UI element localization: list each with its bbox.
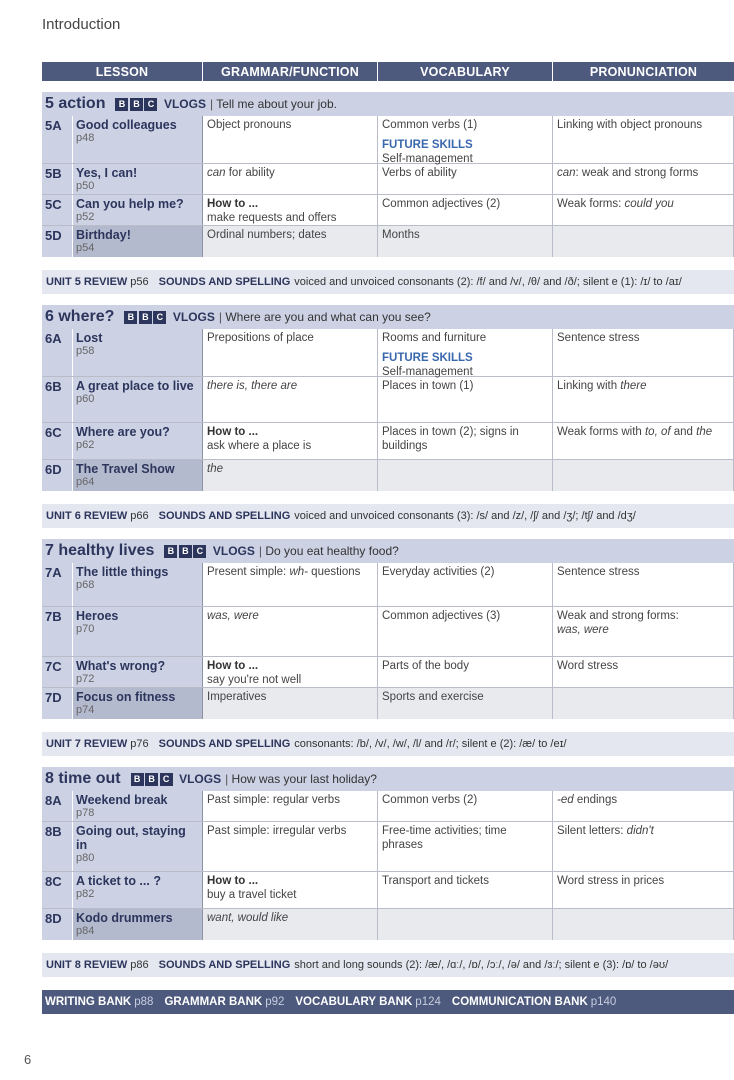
bbc-logo-letter: B	[145, 773, 158, 786]
vocabulary-cell	[378, 822, 553, 871]
pronunciation-cell	[553, 329, 734, 376]
sounds-spelling-label: SOUNDS AND SPELLING	[158, 959, 291, 971]
grammar-cell	[203, 195, 378, 225]
grammar-cell	[203, 423, 378, 459]
vocabulary-cell	[378, 226, 553, 257]
sounds-spelling-text: consonants: /b/, /v/, /w/, /l/ and /r/; silent e (2): /æ/ to /eɪ/	[294, 738, 567, 750]
unit-title: 8 time out	[45, 770, 121, 787]
vocabulary-text: Sports and exercise	[382, 691, 484, 703]
header-pronunciation: PRONUNCIATION	[589, 64, 698, 79]
grammar-cell	[203, 226, 378, 257]
grammar-text: make requests and offers	[207, 212, 337, 224]
header-vocabulary: VOCABULARY	[378, 62, 553, 81]
bbc-logo-letter: B	[139, 311, 152, 324]
sounds-spelling-text: short and long sounds (2): /æ/, /ɑː/, /ɒ/, /ɔː/, /ə/ and /ɜː/; silent e (3): /ɒ/ to /əʊ/	[294, 959, 669, 971]
bbc-logo-letter: C	[193, 545, 206, 558]
lesson-cell	[73, 195, 203, 225]
bbc-logo-letter: B	[131, 773, 144, 786]
vocabulary-text: Places in town (2); signs in buildings	[382, 426, 519, 452]
grammar-italic: wh-	[289, 566, 308, 578]
grammar-cell	[203, 460, 378, 491]
grammar-text: for ability	[225, 167, 275, 179]
pronunciation-cell	[553, 607, 734, 656]
unit-header	[42, 539, 734, 563]
grammar-cell	[203, 377, 378, 422]
bbc-logo-letter: C	[160, 773, 173, 786]
lesson-code: 8C	[42, 872, 73, 908]
grammar-cell	[203, 909, 378, 940]
grammar-italic: the	[207, 463, 223, 475]
grammar-text: Past simple: regular verbs	[207, 794, 340, 806]
pronunciation-cell	[553, 116, 734, 163]
review-label: UNIT 8 REVIEW	[46, 959, 128, 971]
pronunciation-italic: the	[696, 426, 713, 438]
unit-title: 5 action	[45, 95, 106, 112]
sounds-spelling-label: SOUNDS AND SPELLING	[158, 276, 291, 288]
lesson-page: p50	[76, 180, 95, 192]
sounds-spelling-text: voiced and unvoiced consonants (2): /f/ and /v/, /θ/ and /ð/; silent e (1): /ɪ/ to /aɪ/	[294, 276, 682, 288]
grammar-cell	[203, 822, 378, 871]
lesson-code: 6B	[42, 377, 73, 422]
bank-label: VOCABULARY BANK	[295, 996, 413, 1008]
lesson-title: The Travel Show	[76, 462, 175, 476]
lesson-row	[42, 423, 734, 460]
future-skills-label: FUTURE SKILLS	[382, 352, 473, 364]
lesson-title: Going out, staying in	[76, 824, 186, 852]
lesson-page: p54	[76, 242, 95, 254]
grammar-text: questions	[307, 566, 361, 578]
pronunciation-cell	[553, 460, 734, 491]
pronunciation-italic: didn't	[626, 825, 654, 837]
pronunciation-italic: to, of	[644, 426, 671, 438]
lesson-code: 5C	[42, 195, 73, 225]
pronunciation-cell	[553, 377, 734, 422]
vocabulary-cell	[378, 607, 553, 656]
pronunciation-italic: -ed	[557, 794, 574, 806]
vocabulary-text: Parts of the body	[382, 660, 469, 672]
unit-review-bar	[42, 504, 734, 528]
pronunciation-cell	[553, 164, 734, 194]
lesson-cell	[73, 822, 203, 871]
unit-review-bar	[42, 953, 734, 977]
bbc-logo-letter: B	[164, 545, 177, 558]
unit-review-bar	[42, 732, 734, 756]
lesson-row	[42, 195, 734, 226]
bank-page: p92	[265, 996, 285, 1008]
unit-header	[42, 92, 734, 116]
lesson-row	[42, 872, 734, 909]
grammar-cell	[203, 872, 378, 908]
contents-table	[42, 62, 734, 1014]
lesson-code: 7A	[42, 563, 73, 606]
vocabulary-text: Verbs of ability	[382, 167, 457, 179]
lesson-page: p64	[76, 476, 95, 488]
lesson-page: p82	[76, 888, 95, 900]
lesson-page: p84	[76, 925, 95, 937]
lesson-cell	[73, 909, 203, 940]
pronunciation-text: Word stress	[557, 660, 619, 672]
lesson-title: Birthday!	[76, 228, 131, 242]
lesson-row	[42, 607, 734, 657]
bbc-logo-letter: C	[153, 311, 166, 324]
vlogs-label: VLOGS	[163, 97, 206, 111]
pronunciation-text: Weak and strong forms:	[557, 610, 679, 622]
how-to-label: How to ...	[207, 660, 259, 672]
lesson-title: What's wrong?	[76, 659, 166, 673]
lesson-cell	[73, 460, 203, 491]
vocabulary-text: Months	[382, 229, 420, 241]
pronunciation-text: Sentence stress	[557, 332, 640, 344]
header-lesson: LESSON	[42, 62, 203, 81]
lesson-row	[42, 460, 734, 491]
lesson-page: p68	[76, 579, 95, 591]
pronunciation-italic: can	[557, 167, 576, 179]
grammar-text: Ordinal numbers; dates	[207, 229, 327, 241]
lesson-page: p78	[76, 807, 95, 819]
unit-review-bar	[42, 270, 734, 294]
bbc-logo-letter: B	[179, 545, 192, 558]
pronunciation-cell	[553, 195, 734, 225]
lesson-code: 5A	[42, 116, 73, 163]
banks-bar	[42, 990, 734, 1014]
vlogs-label: VLOGS	[212, 544, 255, 558]
bank-label: WRITING BANK	[45, 996, 132, 1008]
unit-title: 6 where?	[45, 308, 115, 325]
bbc-logo	[131, 773, 175, 786]
vocabulary-text: Rooms and furniture	[382, 332, 487, 344]
review-page: p56	[130, 276, 149, 288]
vocabulary-text: Everyday activities (2)	[382, 566, 495, 578]
vocabulary-text: Transport and tickets	[382, 875, 489, 887]
grammar-italic: was, were	[207, 610, 259, 622]
pronunciation-italic: was, were	[557, 624, 609, 636]
lesson-cell	[73, 226, 203, 257]
vocabulary-cell	[378, 460, 553, 491]
grammar-cell	[203, 688, 378, 719]
sounds-spelling-text: voiced and unvoiced consonants (3): /s/ and /z/, /ʃ/ and /ʒ/; /tʃ/ and /dʒ/	[294, 510, 636, 522]
bbc-logo	[124, 311, 168, 324]
bank-page: p124	[415, 996, 441, 1008]
lesson-cell	[73, 329, 203, 376]
lesson-page: p72	[76, 673, 95, 685]
vocabulary-cell	[378, 423, 553, 459]
vocabulary-cell	[378, 657, 553, 687]
pronunciation-text: Linking with	[557, 380, 621, 392]
vocabulary-cell	[378, 791, 553, 821]
review-page: p76	[130, 738, 149, 750]
future-skills-label: FUTURE SKILLS	[382, 139, 473, 151]
unit-title: 7 healthy lives	[45, 542, 155, 559]
lesson-row	[42, 563, 734, 607]
pronunciation-text: and	[670, 426, 697, 438]
grammar-text: Imperatives	[207, 691, 267, 703]
review-label: UNIT 7 REVIEW	[46, 738, 128, 750]
vocabulary-cell	[378, 164, 553, 194]
lesson-title: Can you help me?	[76, 197, 184, 211]
grammar-italic: can	[207, 167, 226, 179]
lesson-code: 5B	[42, 164, 73, 194]
lesson-cell	[73, 377, 203, 422]
lesson-title: A great place to live	[76, 379, 194, 393]
pronunciation-cell	[553, 909, 734, 940]
vocabulary-cell	[378, 688, 553, 719]
lesson-title: Yes, I can!	[76, 166, 138, 180]
vocabulary-cell	[378, 909, 553, 940]
header-grammar: GRAMMAR/FUNCTION	[203, 62, 378, 81]
vocabulary-text: Common adjectives (3)	[382, 610, 501, 622]
lesson-row	[42, 657, 734, 688]
lesson-title: Kodo drummers	[76, 911, 173, 925]
pronunciation-text: Weak forms:	[557, 198, 625, 210]
bbc-logo-letter: B	[124, 311, 137, 324]
grammar-cell	[203, 791, 378, 821]
lesson-page: p58	[76, 345, 95, 357]
sounds-spelling-label: SOUNDS AND SPELLING	[158, 510, 291, 522]
grammar-cell	[203, 657, 378, 687]
lesson-code: 7B	[42, 607, 73, 656]
vlogs-label: VLOGS	[172, 310, 215, 324]
bbc-logo-letter: B	[130, 98, 143, 111]
bbc-logo-letter: B	[115, 98, 128, 111]
pronunciation-cell	[553, 791, 734, 821]
vocabulary-cell	[378, 377, 553, 422]
pronunciation-italic: there	[620, 380, 647, 392]
grammar-text: say you're not well	[207, 674, 302, 686]
grammar-text: Object pronouns	[207, 119, 292, 131]
pronunciation-text: Linking with object pronouns	[557, 119, 703, 131]
vocabulary-text: Common adjectives (2)	[382, 198, 501, 210]
lesson-page: p80	[76, 852, 95, 864]
lesson-code: 7D	[42, 688, 73, 719]
bank-label: GRAMMAR BANK	[164, 996, 263, 1008]
pronunciation-text: : weak and strong forms	[575, 167, 699, 179]
page-number: 6	[24, 1052, 32, 1067]
lesson-row	[42, 791, 734, 822]
lesson-cell	[73, 657, 203, 687]
lesson-page: p62	[76, 439, 95, 451]
pronunciation-text: endings	[573, 794, 618, 806]
lesson-title: Lost	[76, 331, 103, 345]
pronunciation-cell	[553, 872, 734, 908]
lesson-row	[42, 822, 734, 872]
bank-label: COMMUNICATION BANK	[451, 996, 588, 1008]
bbc-logo-letter: C	[144, 98, 157, 111]
pronunciation-cell	[553, 226, 734, 257]
review-label: UNIT 6 REVIEW	[46, 510, 128, 522]
bbc-logo	[115, 98, 159, 111]
vlogs-question: | How was your last holiday?	[225, 772, 377, 786]
vocabulary-cell	[378, 116, 553, 163]
lesson-title: Heroes	[76, 609, 119, 623]
lesson-code: 7C	[42, 657, 73, 687]
pronunciation-italic: could you	[624, 198, 674, 210]
lesson-cell	[73, 116, 203, 163]
review-page: p86	[130, 959, 149, 971]
lesson-title: The little things	[76, 565, 169, 579]
lesson-row	[42, 688, 734, 719]
vocabulary-text: Common verbs (1)	[382, 119, 478, 131]
grammar-cell	[203, 329, 378, 376]
lesson-page: p52	[76, 211, 95, 223]
grammar-italic: there is, there are	[207, 380, 298, 392]
lesson-code: 8A	[42, 791, 73, 821]
vocabulary-text: Common verbs (2)	[382, 794, 478, 806]
lesson-cell	[73, 423, 203, 459]
lesson-title: A ticket to ... ?	[76, 874, 161, 888]
lesson-row	[42, 116, 734, 164]
page-title: Introduction	[42, 16, 121, 33]
unit-header	[42, 767, 734, 791]
pronunciation-cell	[553, 688, 734, 719]
pronunciation-cell	[553, 822, 734, 871]
lesson-title: Good colleagues	[76, 118, 177, 132]
pronunciation-cell	[553, 423, 734, 459]
pronunciation-cell	[553, 563, 734, 606]
grammar-cell	[203, 607, 378, 656]
lesson-code: 5D	[42, 226, 73, 257]
vocabulary-cell	[378, 563, 553, 606]
pronunciation-text: Word stress in prices	[557, 875, 665, 887]
vocabulary-cell	[378, 329, 553, 376]
pronunciation-text: Silent letters:	[557, 825, 627, 837]
grammar-text: buy a travel ticket	[207, 889, 297, 901]
vocabulary-cell	[378, 195, 553, 225]
lesson-code: 8D	[42, 909, 73, 940]
how-to-label: How to ...	[207, 875, 259, 887]
review-label: UNIT 5 REVIEW	[46, 276, 128, 288]
lesson-row	[42, 377, 734, 423]
grammar-text: Prepositions of place	[207, 332, 314, 344]
vlogs-question: | Tell me about your job.	[210, 97, 337, 111]
grammar-cell	[203, 563, 378, 606]
lesson-row	[42, 909, 734, 940]
grammar-cell	[203, 116, 378, 163]
review-page: p66	[130, 510, 149, 522]
grammar-text: ask where a place is	[207, 440, 312, 452]
lesson-cell	[73, 164, 203, 194]
vlogs-question: | Do you eat healthy food?	[259, 544, 399, 558]
vocabulary-text: Places in town (1)	[382, 380, 474, 392]
lesson-cell	[73, 607, 203, 656]
units-container	[42, 92, 734, 977]
lesson-code: 6D	[42, 460, 73, 491]
lesson-row	[42, 164, 734, 195]
pronunciation-text: Weak forms with	[557, 426, 645, 438]
lesson-row	[42, 329, 734, 377]
how-to-label: How to ...	[207, 198, 259, 210]
grammar-text: Past simple: irregular verbs	[207, 825, 347, 837]
vocabulary-cell	[378, 872, 553, 908]
unit-header	[42, 305, 734, 329]
lesson-page: p60	[76, 393, 95, 405]
lesson-page: p48	[76, 132, 95, 144]
lesson-row	[42, 226, 734, 257]
sounds-spelling-label: SOUNDS AND SPELLING	[158, 738, 291, 750]
bank-page: p140	[590, 996, 617, 1008]
lesson-title: Weekend break	[76, 793, 168, 807]
lesson-code: 8B	[42, 822, 73, 871]
lesson-page: p74	[76, 704, 95, 716]
lesson-page: p70	[76, 623, 95, 635]
grammar-text: Present simple:	[207, 566, 290, 578]
lesson-cell	[73, 688, 203, 719]
lesson-code: 6A	[42, 329, 73, 376]
how-to-label: How to ...	[207, 426, 259, 438]
lesson-cell	[73, 872, 203, 908]
vlogs-label: VLOGS	[179, 772, 222, 786]
lesson-title: Where are you?	[76, 425, 170, 439]
pronunciation-text: Sentence stress	[557, 566, 640, 578]
lesson-cell	[73, 791, 203, 821]
vocabulary-text: Free-time activities; time phrases	[382, 825, 507, 851]
lesson-title: Focus on fitness	[76, 690, 176, 704]
table-header	[42, 62, 734, 81]
bbc-logo	[164, 545, 208, 558]
lesson-code: 6C	[42, 423, 73, 459]
grammar-cell	[203, 164, 378, 194]
vlogs-question: | Where are you and what can you see?	[219, 310, 431, 324]
future-skill-text: Self-management	[382, 153, 473, 165]
lesson-cell	[73, 563, 203, 606]
future-skill-text: Self-management	[382, 366, 473, 378]
grammar-italic: want, would like	[207, 912, 289, 924]
bank-page: p88	[134, 996, 154, 1008]
pronunciation-cell	[553, 657, 734, 687]
